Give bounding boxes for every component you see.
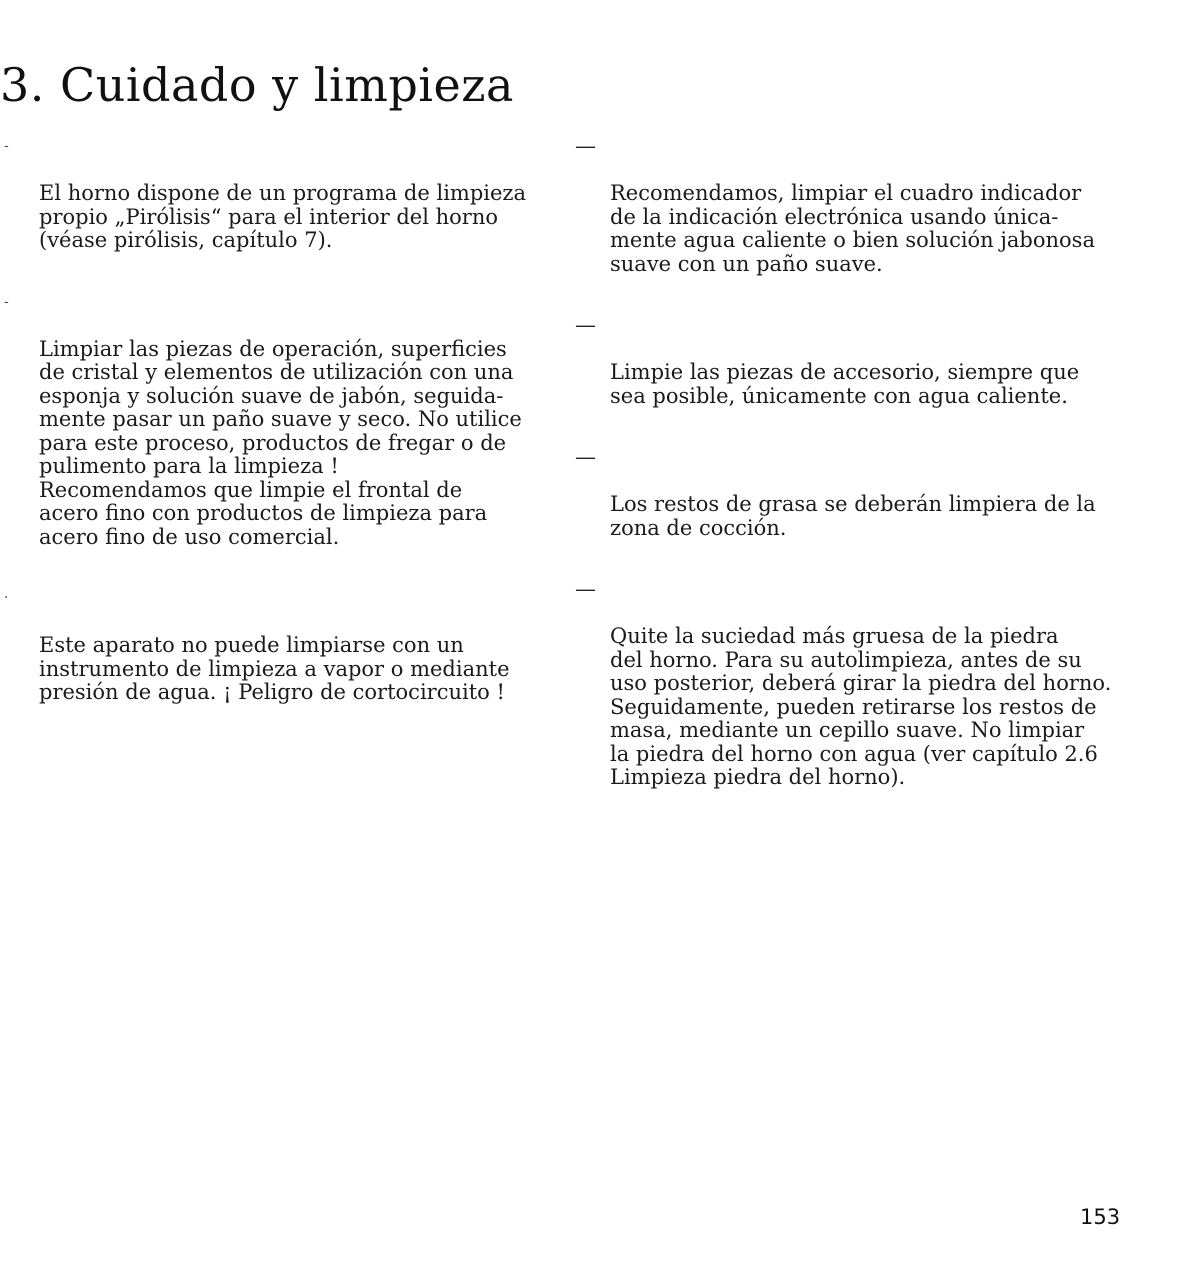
- bullet-dash: —: [575, 577, 596, 601]
- bullet-dash: —: [575, 134, 596, 158]
- list-item: [575, 578, 1130, 790]
- page-title: 3. Cuidado y limpieza: [0, 58, 514, 112]
- bullet-dash: —: [575, 445, 596, 469]
- page-number: 153: [1080, 1205, 1121, 1229]
- list-item-text: Quite la suciedad más gruesa de la piedra del horno. Para su autolimpieza, antes de su uso posterior, deberá girar la piedra del horno. Seguidamente, pueden retirarse los restos de masa, mediante un cepillo suave. No limpiar la piedra del horno con agua (ver capítulo 2.6 Limpieza piedra del horno).: [610, 624, 1112, 789]
- bullet-dash: ·: [4, 590, 9, 606]
- list-item-text: Este aparato no puede limpiarse con un instrumento de limpieza a vapor o mediante presión de agua. ¡ Peligro de cortocircuito !: [39, 633, 510, 704]
- list-item: [4, 291, 549, 550]
- list-item: [4, 135, 549, 253]
- list-item-text: Los restos de grasa se deberán limpiera de la zona de cocción.: [610, 492, 1096, 540]
- list-item: [575, 446, 1130, 540]
- bullet-dash: -: [4, 138, 9, 154]
- list-item: [4, 587, 549, 705]
- list-item: [575, 314, 1130, 408]
- right-column: [575, 135, 1130, 790]
- list-item-text: Recomendamos, limpiar el cuadro indicador de la indicación electrónica usando única- mente agua caliente o bien solución jabonosa suave con un paño suave.: [610, 181, 1095, 276]
- list-item: [575, 135, 1130, 276]
- list-item-text: El horno dispone de un programa de limpieza propio „Pirólisis“ para el interior del horno (véase pirólisis, capítulo 7).: [39, 181, 526, 252]
- bullet-dash: -: [4, 293, 9, 310]
- bullet-dash: —: [575, 313, 596, 337]
- list-item-text: Limpie las piezas de accesorio, siempre que sea posible, únicamente con agua caliente.: [610, 360, 1080, 408]
- list-item-text: Limpiar las piezas de operación, superficies de cristal y elementos de utilización con una esponja y solución suave de jabón, seguida- mente pasar un paño suave y seco. No utilice para este proceso, productos de fregar o de pulimento para la limpieza ! Recomendamos que limpie el frontal de acero fino con productos de limpieza para acero fino de uso comercial.: [39, 336, 522, 549]
- left-column: [4, 135, 549, 705]
